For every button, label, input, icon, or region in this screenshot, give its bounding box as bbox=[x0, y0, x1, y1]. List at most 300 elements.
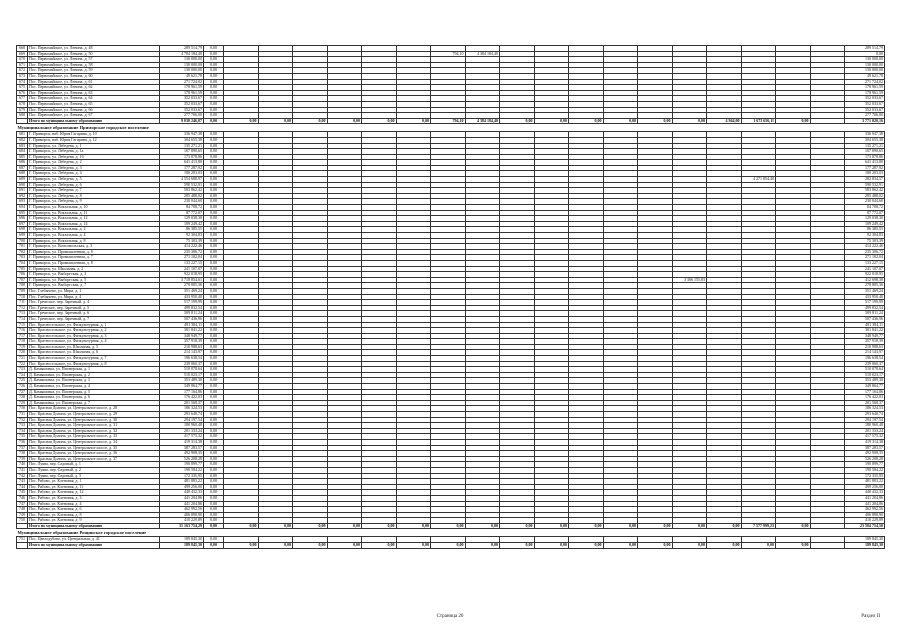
row-number: 712 bbox=[17, 305, 28, 311]
amount-cell: 419 314,38 bbox=[160, 439, 204, 445]
amount-zero-cell: 0,00 bbox=[204, 423, 224, 429]
register-sheet bbox=[16, 45, 884, 549]
amount-zero-cell: 0,00 bbox=[204, 118, 224, 124]
address-cell: Г. Приморск, ул. Лебедева, д. 1а bbox=[28, 149, 160, 155]
row-number: 716 bbox=[17, 328, 28, 334]
amount-zero-cell: 0,00 bbox=[204, 328, 224, 334]
address-cell: Г. Приморск, наб. Юрия Гагарина, д. 10 bbox=[28, 132, 160, 138]
amount-zero-cell: 0,00 bbox=[204, 277, 224, 283]
amount-zero-cell: 0,00 bbox=[204, 389, 224, 395]
amount-zero-cell: 0,00 bbox=[204, 68, 224, 74]
row-number: 709 bbox=[17, 288, 28, 294]
total-cell: 177 164,86 bbox=[845, 389, 885, 395]
address-cell: Пос. Красносельское, ул. Физкультурная, д. 4 bbox=[28, 339, 160, 345]
address-cell: Пос. Греческое, пер. Заречный, д. 4 bbox=[28, 300, 160, 306]
amount-cell: 922 018,95 bbox=[160, 272, 204, 278]
total-cell: 214 143,97 bbox=[845, 350, 885, 356]
value-cell: 0,00 bbox=[465, 543, 500, 549]
amount-zero-cell: 0,00 bbox=[204, 501, 224, 507]
register-table bbox=[16, 45, 885, 549]
total-cell: 130 000,00 bbox=[845, 57, 885, 63]
address-cell: Пос. Первомайское, ул. Ленина, д. 57 bbox=[28, 57, 160, 63]
total-cell: 433 950,40 bbox=[845, 294, 885, 300]
address-cell: Г. Приморск, ул. Выборгская, д. 7 bbox=[28, 283, 160, 289]
amount-zero-cell: 0,00 bbox=[204, 473, 224, 479]
address-cell: Д. Камышовка, ул. Пионерская, д. 4 bbox=[28, 384, 160, 390]
address-cell: Г. Приморск, ул. Лебедева, д. 2 bbox=[28, 160, 160, 166]
amount-cell: 109 249,42 bbox=[160, 221, 204, 227]
address-cell: Пос. Рябово, ул. Кленовая, д. 11 bbox=[28, 484, 160, 490]
amount-cell: 517 199,99 bbox=[160, 300, 204, 306]
amount-cell: 441 204,86 bbox=[160, 495, 204, 501]
row-number: 745 bbox=[17, 490, 28, 496]
address-cell: Пос. Красная Долина, ул. Центральное шоссе, д. 29 bbox=[28, 412, 160, 418]
row-number: 677 bbox=[17, 96, 28, 102]
address-cell: Пос. Первомайское, ул. Ленина, д. 63 bbox=[28, 90, 160, 96]
amount-zero-cell: 0,00 bbox=[204, 300, 224, 306]
address-cell: Г. Приморск, ул. Выборгская, д. 5 bbox=[28, 277, 160, 283]
address-cell: Г. Приморск, ул. Промышленная, д. 7 bbox=[28, 255, 160, 261]
total-cell: 301 841,22 bbox=[845, 328, 885, 334]
value-cell: 0,00 bbox=[431, 543, 466, 549]
total-cell: 410 229,89 bbox=[845, 518, 885, 524]
row-number: 686 bbox=[17, 160, 28, 166]
amount-zero-cell: 0,00 bbox=[204, 316, 224, 322]
address-cell: Д. Камышовка, ул. Пионерская, д. 2 bbox=[28, 372, 160, 378]
total-cell: 357 918,39 bbox=[845, 339, 885, 345]
row-number: 695 bbox=[17, 210, 28, 216]
address-cell: Г. Приморск, наб. Юрия Гагарина, д. 12 bbox=[28, 137, 160, 143]
total-cell: 417 575,32 bbox=[845, 434, 885, 440]
row-number: 726 bbox=[17, 384, 28, 390]
row-number: 750 bbox=[17, 518, 28, 524]
row-number: 690 bbox=[17, 182, 28, 188]
amount-zero-cell: 0,00 bbox=[204, 272, 224, 278]
total-cell: 517 199,99 bbox=[845, 300, 885, 306]
value-cell: 0,00 bbox=[293, 543, 328, 549]
total-cell: 590 532,91 bbox=[845, 182, 885, 188]
amount-cell: 304 655,38 bbox=[160, 137, 204, 143]
row-number: 685 bbox=[17, 154, 28, 160]
total-cell: 178 961,59 bbox=[845, 90, 885, 96]
row-number: 749 bbox=[17, 512, 28, 518]
value-cell: 0,00 bbox=[431, 523, 466, 529]
total-cell: 510 078,64 bbox=[845, 367, 885, 373]
total-cell: 135 271,21 bbox=[845, 143, 885, 149]
total-cell: 86 385,55 bbox=[845, 227, 885, 233]
total-cell: 133 227,15 bbox=[845, 260, 885, 266]
page-footer: Страница 20 bbox=[436, 614, 464, 619]
amount-cell: 271 724,02 bbox=[160, 79, 204, 85]
value-cell: 0,00 bbox=[776, 118, 811, 124]
amount-cell: 509 811,24 bbox=[160, 311, 204, 317]
amount-zero-cell: 0,00 bbox=[204, 171, 224, 177]
amount-zero-cell: 0,00 bbox=[204, 113, 224, 119]
amount-cell: 348 949,77 bbox=[160, 333, 204, 339]
address-cell: Пос. Красная Долина, ул. Центральное шоссе, д. 35 bbox=[28, 445, 160, 451]
amount-zero-cell: 0,00 bbox=[204, 221, 224, 227]
address-cell: Пос. Первомайское, ул. Ленина, д. 64 bbox=[28, 96, 160, 102]
amount-cell: 351 469,24 bbox=[160, 288, 204, 294]
row-number bbox=[17, 543, 28, 549]
value-cell: 0,00 bbox=[362, 523, 397, 529]
amount-zero-cell: 0,00 bbox=[204, 57, 224, 63]
address-cell: Пос. Первомайское, ул. Ленина, д. 66 bbox=[28, 107, 160, 113]
row-number: 668 bbox=[17, 46, 28, 52]
amount-cell: 129 038,30 bbox=[160, 216, 204, 222]
value-cell bbox=[810, 543, 845, 549]
total-cell: 462 992,56 bbox=[845, 507, 885, 513]
address-cell: Пос. Первомайское, ул. Ленина, д. 62 bbox=[28, 85, 160, 91]
value-cell: 0,00 bbox=[741, 543, 776, 549]
amount-cell: 590 532,91 bbox=[160, 182, 204, 188]
row-number: 743 bbox=[17, 479, 28, 485]
address-cell: Пос. Первомайское, ул. Ленина, д. 65 bbox=[28, 101, 160, 107]
amount-cell: 84 708,72 bbox=[160, 205, 204, 211]
value-cell: 0,00 bbox=[534, 523, 569, 529]
amount-cell: 3 718 854,61 bbox=[160, 277, 204, 283]
row-number: 669 bbox=[17, 51, 28, 57]
address-cell: Д. Камышовка, ул. Пионерская, д. 3 bbox=[28, 378, 160, 384]
row-number: 670 bbox=[17, 57, 28, 63]
amount-zero-cell: 0,00 bbox=[204, 378, 224, 384]
total-cell: 177 287,92 bbox=[845, 165, 885, 171]
amount-cell: 352 033,67 bbox=[160, 96, 204, 102]
amount-cell: 75 303,39 bbox=[160, 238, 204, 244]
row-number: 727 bbox=[17, 389, 28, 395]
amount-cell: 462 992,56 bbox=[160, 507, 204, 513]
row-number: 706 bbox=[17, 272, 28, 278]
amount-cell: 433 950,40 bbox=[160, 294, 204, 300]
row-number: 705 bbox=[17, 266, 28, 272]
amount-zero-cell: 0,00 bbox=[204, 434, 224, 440]
row-number: 748 bbox=[17, 507, 28, 513]
amount-cell: 440 432,33 bbox=[160, 490, 204, 496]
total-cell: 441 204,86 bbox=[845, 501, 885, 507]
row-number: 700 bbox=[17, 238, 28, 244]
address-cell: Пос. Греческое, пер. Заречный, д. 7 bbox=[28, 316, 160, 322]
total-cell: 414 222,46 bbox=[845, 244, 885, 250]
amount-cell: 406 890,90 bbox=[160, 512, 204, 518]
total-cell: 87 772,07 bbox=[845, 210, 885, 216]
amount-cell: 31 163 754,29 bbox=[160, 523, 204, 529]
total-cell: 109 249,42 bbox=[845, 221, 885, 227]
section-heading: Муниципальное образование Приморское городское поселение bbox=[17, 124, 885, 132]
address-cell: Г. Приморск, ул. Выборгская, д. 3 bbox=[28, 272, 160, 278]
amount-cell: 499 832,54 bbox=[160, 305, 204, 311]
amount-cell: 86 385,55 bbox=[160, 227, 204, 233]
total-cell: 499 256,00 bbox=[845, 484, 885, 490]
address-cell: Итого по муниципальному образованию bbox=[28, 543, 160, 549]
address-cell: Пос. Красная Долина, ул. Центральное шоссе, д. 37 bbox=[28, 456, 160, 462]
row-number: 703 bbox=[17, 255, 28, 261]
amount-zero-cell: 0,00 bbox=[204, 372, 224, 378]
amount-zero-cell: 0,00 bbox=[204, 439, 224, 445]
value-cell: 0,00 bbox=[603, 523, 638, 529]
value-cell: 0,00 bbox=[707, 523, 742, 529]
row-number: 722 bbox=[17, 361, 28, 367]
amount-zero-cell: 0,00 bbox=[204, 356, 224, 362]
amount-cell: 201 568,37 bbox=[160, 400, 204, 406]
row-number: 681 bbox=[17, 132, 28, 138]
amount-zero-cell: 0,00 bbox=[204, 149, 224, 155]
value-cell: 0,00 bbox=[672, 523, 707, 529]
row-number: 741 bbox=[17, 467, 28, 473]
address-cell: Пос. Рябово, ул. Кленовая, д. 12 bbox=[28, 490, 160, 496]
row-number: 711 bbox=[17, 300, 28, 306]
address-cell: Итого по муниципальному образованию bbox=[28, 118, 160, 124]
amount-zero-cell: 0,00 bbox=[204, 344, 224, 350]
amount-zero-cell: 0,00 bbox=[204, 216, 224, 222]
amount-zero-cell: 0,00 bbox=[204, 137, 224, 143]
value-cell: 0,00 bbox=[569, 118, 604, 124]
amount-cell: 441 204,86 bbox=[160, 501, 204, 507]
address-cell: Д. Камышовка, ул. Пионерская, д. 7 bbox=[28, 400, 160, 406]
amount-zero-cell: 0,00 bbox=[204, 490, 224, 496]
row-number: 740 bbox=[17, 462, 28, 468]
value-cell: 0,00 bbox=[500, 118, 535, 124]
amount-zero-cell: 0,00 bbox=[204, 283, 224, 289]
row-number: 680 bbox=[17, 113, 28, 119]
address-cell: Д. Камышовка, ул. Пионерская, д. 5 bbox=[28, 389, 160, 395]
total-cell: 130 000,00 bbox=[845, 68, 885, 74]
total-cell: 491 384,11 bbox=[845, 322, 885, 328]
address-cell: Пос. Рябово, ул. Кленовая, д. 6 bbox=[28, 507, 160, 513]
value-cell: 794,10 bbox=[431, 51, 466, 57]
amount-zero-cell: 0,00 bbox=[204, 205, 224, 211]
amount-cell: 289 514,79 bbox=[160, 46, 204, 52]
amount-cell: 4 554 688,97 bbox=[160, 177, 204, 183]
value-cell: 0,00 bbox=[569, 543, 604, 549]
address-cell: Д. Камышовка, ул. Пионерская, д. 6 bbox=[28, 395, 160, 401]
amount-zero-cell: 0,00 bbox=[204, 479, 224, 485]
amount-zero-cell: 0,00 bbox=[204, 467, 224, 473]
total-cell: 190 584,22 bbox=[845, 467, 885, 473]
row-number: 731 bbox=[17, 412, 28, 418]
total-cell: 189 845,30 bbox=[845, 543, 885, 549]
amount-cell: 130 000,00 bbox=[160, 68, 204, 74]
amount-cell: 507 436,96 bbox=[160, 316, 204, 322]
value-cell: 0,00 bbox=[327, 118, 362, 124]
total-cell: 492 908,35 bbox=[845, 451, 885, 457]
amount-cell: 133 227,15 bbox=[160, 260, 204, 266]
amount-zero-cell: 0,00 bbox=[204, 227, 224, 233]
value-cell: 0,00 bbox=[293, 523, 328, 529]
amount-cell: 271 102,04 bbox=[160, 255, 204, 261]
total-cell: 277 706,00 bbox=[845, 113, 885, 119]
amount-zero-cell: 0,00 bbox=[204, 62, 224, 68]
row-number: 684 bbox=[17, 149, 28, 155]
amount-zero-cell: 0,00 bbox=[204, 79, 224, 85]
row-number: 735 bbox=[17, 434, 28, 440]
amount-zero-cell: 0,00 bbox=[204, 412, 224, 418]
total-cell: 293 640,74 bbox=[845, 412, 885, 418]
amount-cell: 641 413,80 bbox=[160, 160, 204, 166]
value-cell: 0,00 bbox=[224, 118, 259, 124]
total-cell: 0,00 bbox=[845, 51, 885, 57]
total-cell: 84 708,72 bbox=[845, 205, 885, 211]
address-cell: Г. Приморск, ул. Лебедева, д. 4 bbox=[28, 171, 160, 177]
amount-zero-cell: 0,00 bbox=[204, 210, 224, 216]
row-number: 694 bbox=[17, 205, 28, 211]
amount-cell: 178 961,59 bbox=[160, 90, 204, 96]
value-cell: 4 944,00 bbox=[707, 118, 742, 124]
value-cell: 0,00 bbox=[603, 543, 638, 549]
row-number: 673 bbox=[17, 73, 28, 79]
total-cell: 49 621,78 bbox=[845, 73, 885, 79]
row-number: 724 bbox=[17, 372, 28, 378]
amount-zero-cell: 0,00 bbox=[204, 495, 224, 501]
amount-cell: 510 023,17 bbox=[160, 372, 204, 378]
total-cell: 210 988,63 bbox=[845, 344, 885, 350]
amount-cell: 214 143,97 bbox=[160, 350, 204, 356]
address-cell: Пос. Красносельское, ул. Школьная, д. 5 bbox=[28, 344, 160, 350]
row-number: 710 bbox=[17, 294, 28, 300]
total-cell: 239 060,37 bbox=[845, 361, 885, 367]
total-cell: 282 834,57 bbox=[845, 177, 885, 183]
address-cell: Г. Приморск, ул. Вокзальная, д. 11 bbox=[28, 210, 160, 216]
amount-zero-cell: 0,00 bbox=[204, 73, 224, 79]
address-cell: Г. Приморск, ул. Лебедева, д. 5 bbox=[28, 177, 160, 183]
amount-zero-cell: 0,00 bbox=[204, 350, 224, 356]
total-cell: 387 283,57 bbox=[845, 445, 885, 451]
amount-cell: 526 208,28 bbox=[160, 456, 204, 462]
total-cell: 348 949,77 bbox=[845, 333, 885, 339]
row-number: 672 bbox=[17, 68, 28, 74]
value-cell: 0,00 bbox=[327, 543, 362, 549]
amount-zero-cell: 0,00 bbox=[204, 484, 224, 490]
row-number: 704 bbox=[17, 260, 28, 266]
amount-cell: 239 060,37 bbox=[160, 361, 204, 367]
amount-cell: 583 862,42 bbox=[160, 188, 204, 194]
address-cell: Пос. Первомайское, ул. Ленина, д. 67 bbox=[28, 113, 160, 119]
amount-cell: 196 638,54 bbox=[160, 356, 204, 362]
amount-cell: 230 044,60 bbox=[160, 199, 204, 205]
row-number: 739 bbox=[17, 456, 28, 462]
amount-zero-cell: 0,00 bbox=[204, 518, 224, 524]
row-number: 738 bbox=[17, 451, 28, 457]
address-cell: Пос. Греческое, пер. Заречный, д. 6 bbox=[28, 311, 160, 317]
address-cell: Пос. Рябово, ул. Кленовая, д. 4 bbox=[28, 501, 160, 507]
total-cell: 190 899,77 bbox=[845, 462, 885, 468]
value-cell: 0,00 bbox=[224, 523, 259, 529]
total-cell: 349 864,77 bbox=[845, 384, 885, 390]
amount-zero-cell: 0,00 bbox=[204, 143, 224, 149]
amount-zero-cell: 0,00 bbox=[204, 96, 224, 102]
amount-zero-cell: 0,00 bbox=[204, 512, 224, 518]
address-cell: Итого по муниципальному образованию bbox=[28, 523, 160, 529]
total-cell: 289 514,79 bbox=[845, 46, 885, 52]
amount-cell: 293 640,74 bbox=[160, 412, 204, 418]
total-cell: 271 102,04 bbox=[845, 255, 885, 261]
total-cell: 3 771 020,16 bbox=[845, 118, 885, 124]
value-cell: 4 384 184,40 bbox=[465, 51, 500, 57]
address-cell: Г. Приморск, ул. Комсомольская, д. 3 bbox=[28, 244, 160, 250]
row-number: 736 bbox=[17, 439, 28, 445]
row-number: 744 bbox=[17, 484, 28, 490]
value-cell: 0,00 bbox=[776, 523, 811, 529]
amount-cell: 492 908,35 bbox=[160, 451, 204, 457]
row-number: 687 bbox=[17, 165, 28, 171]
value-cell: 0,00 bbox=[396, 523, 431, 529]
amount-cell: 352 033,67 bbox=[160, 101, 204, 107]
address-cell: Пос. Красная Долина, ул. Центральное шоссе, д. 36 bbox=[28, 451, 160, 457]
amount-cell: 177 164,86 bbox=[160, 389, 204, 395]
total-cell: 189 845,30 bbox=[845, 537, 885, 543]
value-cell: 0,00 bbox=[362, 543, 397, 549]
total-cell: 412 698,38 bbox=[845, 277, 885, 283]
amount-zero-cell: 0,00 bbox=[204, 266, 224, 272]
amount-zero-cell: 0,00 bbox=[204, 255, 224, 261]
row-number: 730 bbox=[17, 406, 28, 412]
amount-cell: 173 878,86 bbox=[160, 154, 204, 160]
address-cell: Г. Приморск, ул. Школьная, д. 2 bbox=[28, 266, 160, 272]
section-label: Раздел II bbox=[861, 614, 880, 619]
address-cell: Г. Приморск, ул. Промышленная, д. 8 bbox=[28, 260, 160, 266]
address-cell: Пос. Красная Долина, ул. Центральное шоссе, д. 33 bbox=[28, 434, 160, 440]
amount-zero-cell: 0,00 bbox=[204, 233, 224, 239]
address-cell: Пос. Первомайское, ул. Ленина, д. 50 bbox=[28, 51, 160, 57]
total-cell: 441 204,86 bbox=[845, 495, 885, 501]
amount-cell: 510 078,64 bbox=[160, 367, 204, 373]
total-cell: 352 033,67 bbox=[845, 96, 885, 102]
amount-cell: 357 918,39 bbox=[160, 339, 204, 345]
value-cell: 0,00 bbox=[258, 118, 293, 124]
address-cell: Пос. Красносельское, ул. Школьная, д. 6 bbox=[28, 350, 160, 356]
address-cell: Пос. Рябово, ул. Кленовая, д. 1 bbox=[28, 479, 160, 485]
amount-cell: 410 229,89 bbox=[160, 518, 204, 524]
value-cell: 0,00 bbox=[534, 543, 569, 549]
amount-zero-cell: 0,00 bbox=[204, 177, 224, 183]
amount-cell: 201 333,24 bbox=[160, 428, 204, 434]
amount-zero-cell: 0,00 bbox=[204, 537, 224, 543]
amount-cell: 130 000,00 bbox=[160, 62, 204, 68]
total-cell: 285 488,02 bbox=[845, 193, 885, 199]
total-cell: 419 314,38 bbox=[845, 439, 885, 445]
total-cell: 304 655,38 bbox=[845, 137, 885, 143]
total-cell: 583 862,42 bbox=[845, 188, 885, 194]
address-cell: Пос. Цвелодубово, ул. Центральная, д. 41 bbox=[28, 537, 160, 543]
amount-cell: 87 772,07 bbox=[160, 210, 204, 216]
amount-zero-cell: 0,00 bbox=[204, 90, 224, 96]
row-number: 729 bbox=[17, 400, 28, 406]
total-cell: 172 335,95 bbox=[845, 473, 885, 479]
amount-zero-cell: 0,00 bbox=[204, 400, 224, 406]
amount-zero-cell: 0,00 bbox=[204, 288, 224, 294]
amount-zero-cell: 0,00 bbox=[204, 160, 224, 166]
total-cell: 406 890,90 bbox=[845, 512, 885, 518]
amount-zero-cell: 0,00 bbox=[204, 51, 224, 57]
value-cell: 0,00 bbox=[638, 543, 673, 549]
row-number: 734 bbox=[17, 428, 28, 434]
address-cell: Пос. Красная Долина, ул. Центральное шоссе, д. 30 bbox=[28, 417, 160, 423]
address-cell: Г. Приморск, ул. Лебедева, д. 1б bbox=[28, 154, 160, 160]
address-cell: Г. Приморск, ул. Вокзальная, д. 10 bbox=[28, 205, 160, 211]
amount-zero-cell: 0,00 bbox=[204, 46, 224, 52]
row-number: 674 bbox=[17, 79, 28, 85]
address-cell: Пос. Первомайское, ул. Ленина, д. 58 bbox=[28, 62, 160, 68]
amount-cell: 178 961,59 bbox=[160, 85, 204, 91]
address-cell: Пос. Красносельское, ул. Физкультурная, д. 7 bbox=[28, 356, 160, 362]
total-cell: 481 883,22 bbox=[845, 479, 885, 485]
amount-zero-cell: 0,00 bbox=[204, 361, 224, 367]
amount-zero-cell: 0,00 bbox=[204, 249, 224, 255]
amount-zero-cell: 0,00 bbox=[204, 260, 224, 266]
value-cell: 0,00 bbox=[569, 523, 604, 529]
amount-cell: 180 960,48 bbox=[160, 423, 204, 429]
row-number: 671 bbox=[17, 62, 28, 68]
amount-zero-cell: 0,00 bbox=[204, 294, 224, 300]
